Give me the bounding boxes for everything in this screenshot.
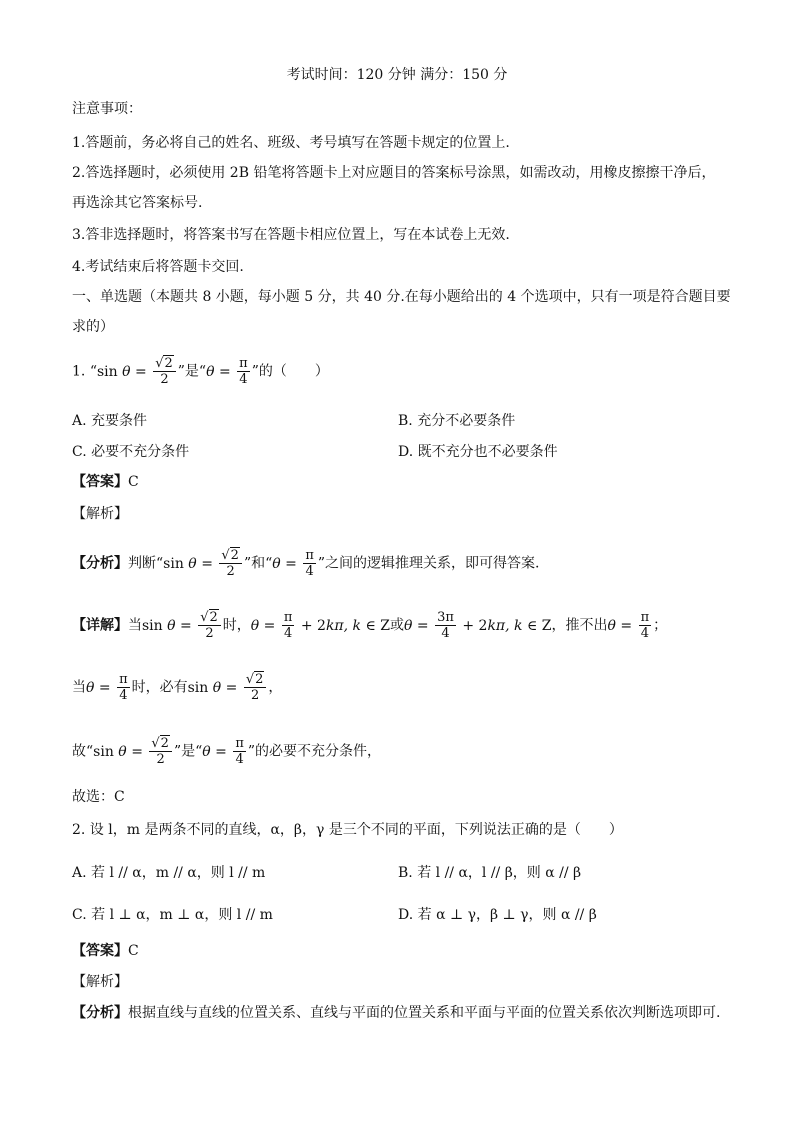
- q1-analysis-tag: 【解析】: [72, 506, 128, 522]
- q2-analysis-tag: 【解析】: [72, 974, 128, 990]
- formula-theta-solution-1: θ = $\frac{\pi}{4}$ + 2kπ, k ∈ Z: [250, 610, 391, 641]
- q2-option-a: A. 若 l // α，m // α，则 l // m: [72, 865, 266, 881]
- q1-option-c: C. 必要不充分条件: [72, 444, 190, 460]
- q1-number: 1.: [72, 363, 86, 380]
- q1-option-d: D. 既不充分也不必要条件: [398, 444, 558, 460]
- note-4: 4.考试结束后将答题卡交回.: [72, 259, 244, 275]
- q1-choice: 故选：C: [72, 789, 125, 805]
- q1-stem: 1. “sin θ = $\frac{√2}{2}$ ”是“θ = $\frac{\pi}{4}$ ”的（ ）: [72, 356, 329, 387]
- formula-theta-solution-2: θ = $\frac{3\pi}{4}$ + 2kπ, k ∈ Z: [404, 610, 552, 641]
- notes-title: 注意事项：: [72, 101, 142, 117]
- note-3: 3.答非选择题时，将答案书写在答题卡相应位置上，写在本试卷上无效.: [72, 227, 510, 243]
- section-title: 一、单选题（本题共 8 小题，每小题 5 分，共 40 分.在每小题给出的 4 个选项中，只有一项是符合题目要: [72, 289, 731, 305]
- q2-answer: [72, 942, 139, 960]
- formula-theta-pi4: θ = $\frac{\pi}{4}$: [272, 548, 314, 579]
- formula-sin-theta: sin θ = $\frac{√2}{2}$: [163, 556, 244, 572]
- note-1: 1.答题前，务必将自己的姓名、班级、考号填写在答题卡规定的位置上.: [72, 135, 510, 151]
- q1-xiangjie-3: 故“sin θ = $\frac{√2}{2}$ ”是“θ = $\frac{\pi}{4}$ ”的必要不充分条件，: [72, 736, 382, 767]
- q2-option-d: D. 若 α ⊥ γ，β ⊥ γ，则 α // β: [398, 907, 597, 923]
- formula-theta-pi4: θ = $\frac{\pi}{4}$: [206, 356, 248, 387]
- answer-value: C: [128, 474, 139, 490]
- answer-tag: 【答案】: [72, 474, 128, 490]
- q2-option-b: B. 若 l // α，l // β，则 α // β: [398, 865, 582, 881]
- q1-option-b: B. 充分不必要条件: [398, 413, 516, 429]
- q1-answer: [72, 473, 139, 491]
- exam-header: 考试时间：120 分钟 满分：150 分: [286, 67, 508, 83]
- note-2: 2.答选择题时，必须使用 2B 铅笔将答题卡上对应题目的答案标号涂黑，如需改动，用橡皮擦擦干净后，: [72, 165, 716, 181]
- q1-xiangjie-2: 当θ = $\frac{\pi}{4}$ 时，必有sin θ = $\frac{√2}{2}$ ，: [72, 672, 283, 703]
- q1-option-a: A. 充要条件: [72, 413, 148, 429]
- q1-fenxi: 【分析】判断“sin θ = $\frac{√2}{2}$ ”和“θ = $\frac{\pi}{4}$ ”之间的逻辑推理关系，即可得答案.: [72, 548, 540, 579]
- q2-option-c: C. 若 l ⊥ α，m ⊥ α，则 l // m: [72, 907, 273, 923]
- q2-fenxi: 【分析】根据直线与直线的位置关系、直线与平面的位置关系和平面与平面的位置关系依次判断选项即可.: [72, 1005, 721, 1021]
- q1-xiangjie: 【详解】当sin θ = $\frac{√2}{2}$ 时，θ = $\frac{\pi}{4}$ + 2kπ, k ∈ Z或θ = $\frac{3\pi}{4}$ + 2kπ, k ∈ Z，推不出θ = $\frac{\pi}{4}$ ；: [72, 610, 668, 641]
- formula-sin-theta: sin θ = $\frac{√2}{2}$: [97, 364, 178, 380]
- answer-tag: 【答案】: [72, 943, 128, 959]
- q2-stem: 2. 设 l，m 是两条不同的直线，α，β，γ 是三个不同的平面，下列说法正确的是（ ）: [72, 822, 623, 838]
- section-title-cont: 求的）: [72, 319, 114, 335]
- answer-value: C: [128, 943, 139, 959]
- note-2-cont: 再选涂其它答案标号.: [72, 195, 203, 211]
